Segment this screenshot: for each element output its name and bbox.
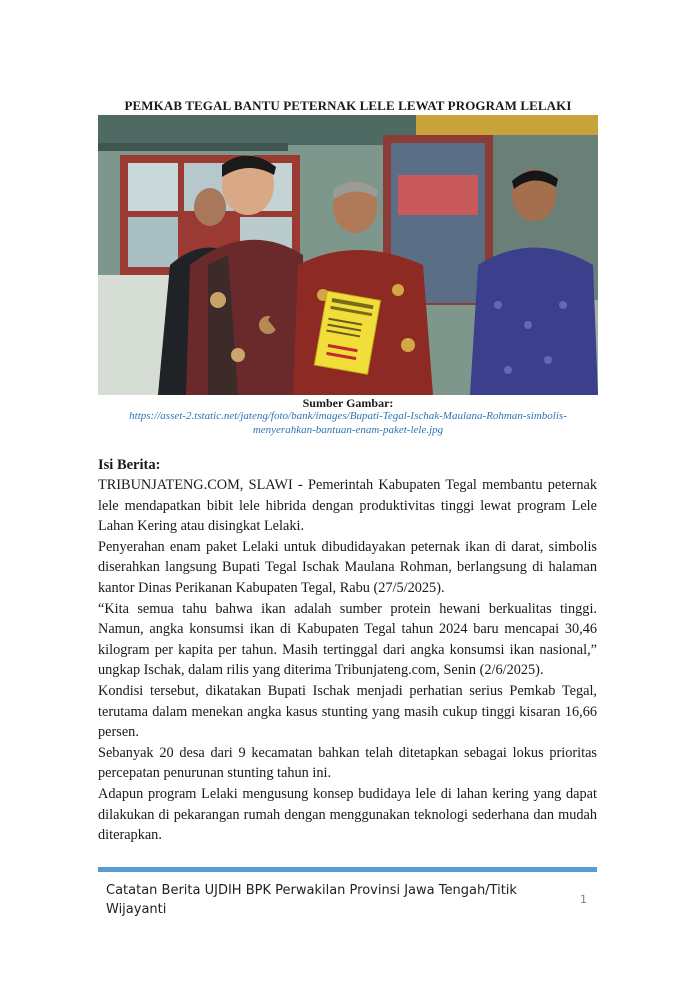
- image-source-link[interactable]: https://asset-2.tstatic.net/jateng/foto/bank/images/Bupati-Tegal-Ischak-Maulana-Rohman-simbolis-menyerahkan-bantuan-enam-paket-lele.jpg: [129, 410, 567, 436]
- paragraph-6: Adapun program Lelaki mengusung konsep budidaya lele di lahan kering yang dapat dilakukan di pekarangan rumah dengan menggunakan teknologi sederhana dan mudah diterapkan.: [98, 785, 597, 844]
- article-body: [98, 475, 597, 846]
- footer-rule: [98, 867, 597, 872]
- footer-text: Catatan Berita UJDIH BPK Perwakilan Provinsi Jawa Tengah/Titik Wijayanti: [106, 883, 517, 917]
- paragraph-2: Penyerahan enam paket Lelaki untuk dibudidayakan peternak ikan di darat, simbolis diserahkan langsung Bupati Tegal Ischak Maulana Rohman, berlangsung di halaman kantor Dinas Perikanan Kabupaten Tegal, Rabu (27/5/2025).: [98, 538, 597, 596]
- page-number: 1: [580, 893, 587, 906]
- paragraph-3: “Kita semua tahu bahwa ikan adalah sumber protein hewani berkualitas tinggi. Namun, angka konsumsi ikan di Kabupaten Tegal tahun 2024 baru mencapai 30,46 kilogram per kapita per tahun. Masih tertinggal dari angka konsumsi ikan nasional,” ungkap Ischak, dalam rilis yang diterima Tribunjateng.com, Senin (2/6/2025).: [98, 600, 597, 679]
- document-title: PEMKAB TEGAL BANTU PETERNAK LELE LEWAT PROGRAM LELAKI: [124, 98, 572, 113]
- image-caption-label: Sumber Gambar:: [302, 396, 394, 410]
- body-heading: Isi Berita:: [98, 457, 161, 473]
- paragraph-4: Kondisi tersebut, dikatakan Bupati Ischak menjadi perhatian serius Pemkab Tegal, terutama dalam menekan angka kasus stunting yang masih cukup tinggi kisaran 16,66 persen.: [98, 682, 597, 741]
- paragraph-1: TRIBUNJATENG.COM, SLAWI - Pemerintah Kabupaten Tegal membantu peternak lele mendapatkan bibit lele hibrida dengan produktivitas tinggi lewat program Lele Lahan Kering atau disingkat Lelaki.: [98, 477, 597, 535]
- paragraph-5: Sebanyak 20 desa dari 9 kecamatan bahkan telah ditetapkan sebagai lokus prioritas percepatan penurunan stunting tahun ini.: [98, 744, 597, 782]
- news-photo: [98, 115, 598, 395]
